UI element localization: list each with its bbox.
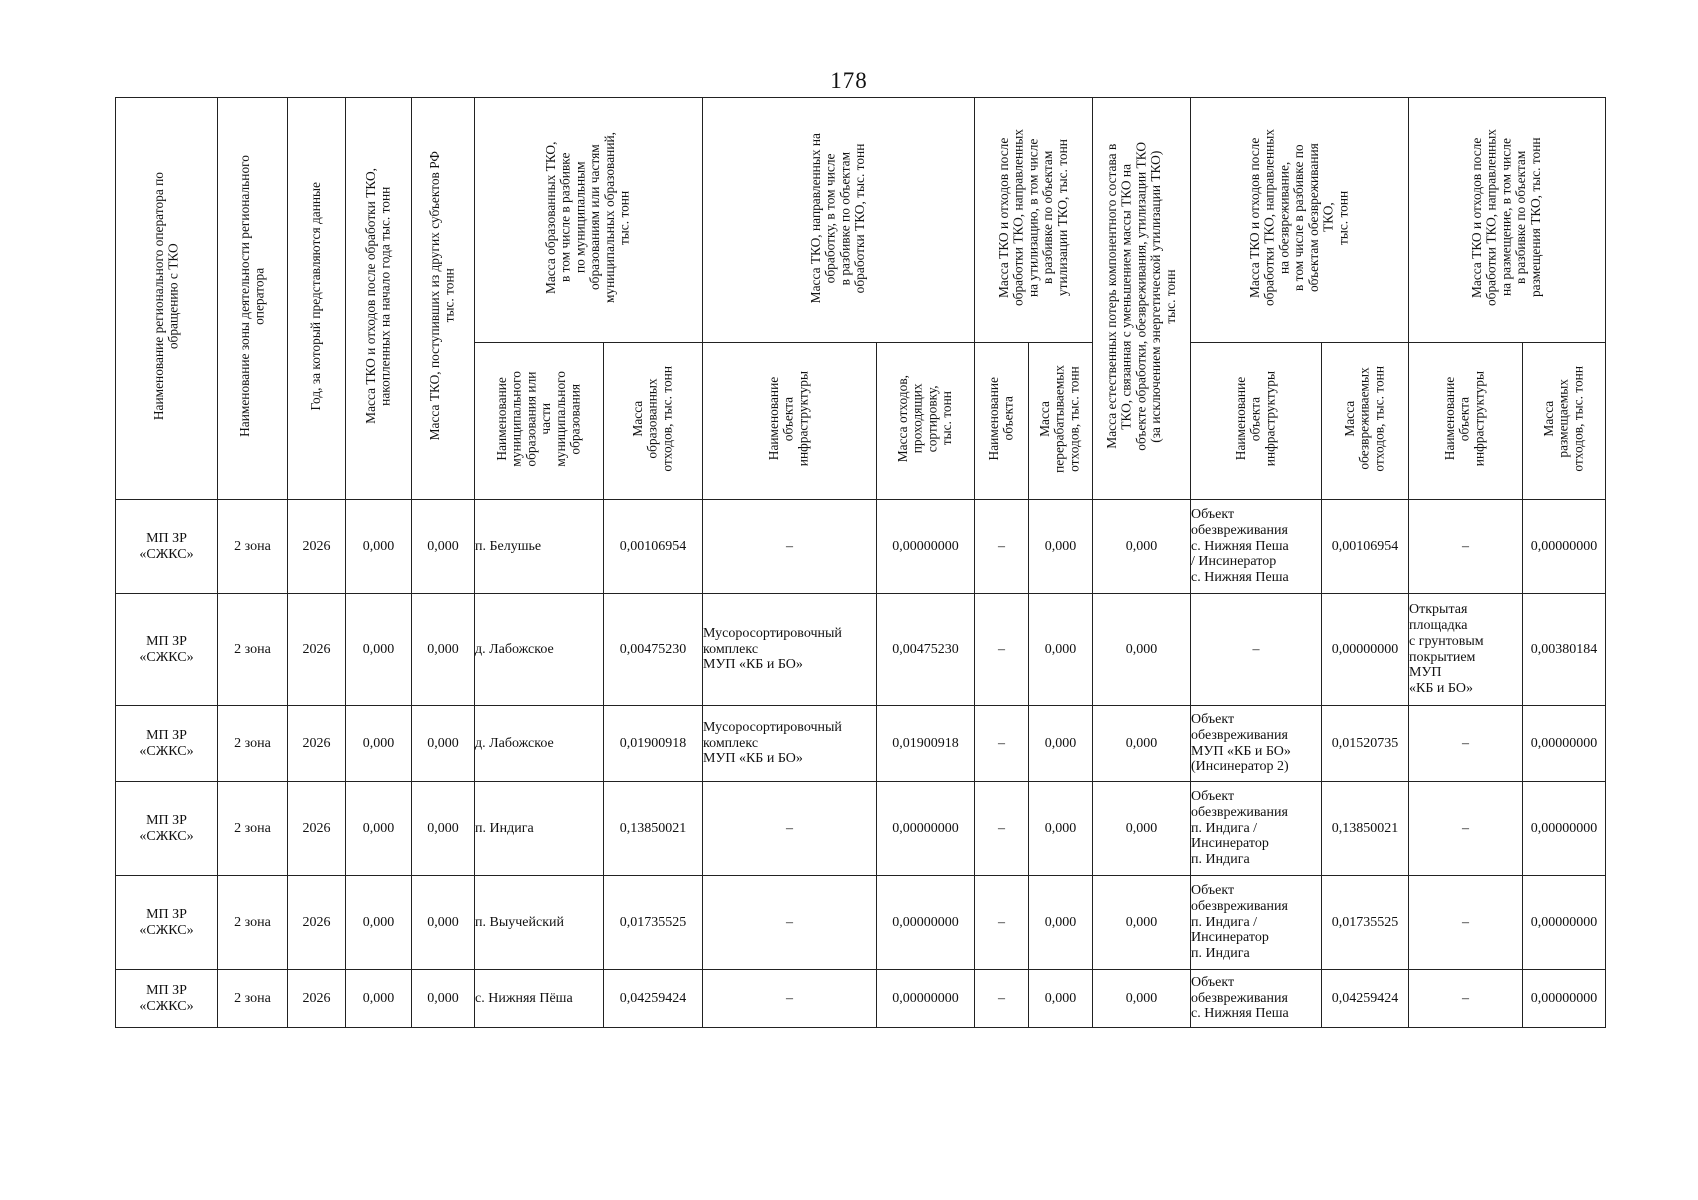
cell-placement-name: – <box>1409 706 1523 782</box>
cell-formed-mass: 0,04259424 <box>604 970 703 1028</box>
cell-neutral-name: Объект обезвреживания с. Нижняя Пеша <box>1191 970 1322 1028</box>
header-placement-name: Наименование объекта инфраструктуры <box>1409 343 1523 500</box>
cell-processing-mass: 0,00000000 <box>877 970 975 1028</box>
cell-zone: 2 зона <box>218 706 288 782</box>
header-placement-group: Масса ТКО и отходов после обработки ТКО, направленных на размещение, в том числе в разбивке по объектам размещения ТКО, тыс. тонн <box>1409 98 1606 343</box>
cell-mass-start: 0,000 <box>346 782 412 876</box>
table-row <box>116 782 1606 876</box>
cell-operator: МП ЗР «СЖКС» <box>116 706 218 782</box>
cell-operator: МП ЗР «СЖКС» <box>116 594 218 706</box>
table-row <box>116 500 1606 594</box>
cell-utilization-mass: 0,000 <box>1029 706 1093 782</box>
cell-operator: МП ЗР «СЖКС» <box>116 500 218 594</box>
header-mass-start: Масса ТКО и отходов после обработки ТКО, накопленных на начало года тыс. тонн <box>346 98 412 500</box>
cell-neutral-mass: 0,00106954 <box>1322 500 1409 594</box>
table-row <box>116 970 1606 1028</box>
cell-processing-name: – <box>703 500 877 594</box>
cell-year: 2026 <box>288 876 346 970</box>
cell-zone: 2 зона <box>218 970 288 1028</box>
cell-formed-mass: 0,00475230 <box>604 594 703 706</box>
cell-neutral-name: Объект обезвреживания п. Индига / Инсинератор п. Индига <box>1191 876 1322 970</box>
cell-year: 2026 <box>288 500 346 594</box>
cell-losses: 0,000 <box>1093 876 1191 970</box>
cell-neutral-name: Объект обезвреживания п. Индига / Инсинератор п. Индига <box>1191 782 1322 876</box>
cell-zone: 2 зона <box>218 876 288 970</box>
cell-formed-name: д. Лабожское <box>475 706 604 782</box>
cell-mass-in: 0,000 <box>412 970 475 1028</box>
header-processing-mass: Масса отходов, проходящих сортировку, тыс. тонн <box>877 343 975 500</box>
header-neutral-mass: Масса обезвреживаемых отходов, тыс. тонн <box>1322 343 1409 500</box>
cell-neutral-name: Объект обезвреживания с. Нижняя Пеша / Инсинератор с. Нижняя Пеша <box>1191 500 1322 594</box>
header-formed-name: Наименование муниципального образования или части муниципального образования <box>475 343 604 500</box>
cell-year: 2026 <box>288 594 346 706</box>
header-utilization-mass: Масса перерабатываемых отходов, тыс. тонн <box>1029 343 1093 500</box>
cell-processing-name: Мусоросортировочный комплекс МУП «КБ и БО» <box>703 706 877 782</box>
cell-placement-name: – <box>1409 782 1523 876</box>
page-number: 178 <box>830 68 868 93</box>
cell-formed-name: п. Выучейский <box>475 876 604 970</box>
cell-mass-in: 0,000 <box>412 876 475 970</box>
header-zone: Наименование зоны деятельности регионального оператора <box>218 98 288 500</box>
cell-operator: МП ЗР «СЖКС» <box>116 970 218 1028</box>
cell-neutral-name: Объект обезвреживания МУП «КБ и БО» (Инсинератор 2) <box>1191 706 1322 782</box>
cell-year: 2026 <box>288 706 346 782</box>
cell-neutral-mass: 0,01520735 <box>1322 706 1409 782</box>
waste-table <box>115 97 1606 1028</box>
header-processing-group: Масса ТКО, направленных на обработку, в том числе в разбивке по объектам обработки ТКО, тыс. тонн <box>703 98 975 343</box>
header-utilization-group: Масса ТКО и отходов после обработки ТКО, направленных на утилизацию, в том числе в разбивке по объектам утилизации ТКО, тыс. тонн <box>975 98 1093 343</box>
header-neutral-name: Наименование объекта инфраструктуры <box>1191 343 1322 500</box>
cell-neutral-mass: 0,13850021 <box>1322 782 1409 876</box>
cell-neutral-mass: 0,01735525 <box>1322 876 1409 970</box>
cell-neutral-name: – <box>1191 594 1322 706</box>
cell-placement-mass: 0,00000000 <box>1523 500 1606 594</box>
cell-utilization-name: – <box>975 970 1029 1028</box>
cell-utilization-mass: 0,000 <box>1029 876 1093 970</box>
header-placement-mass: Масса размещаемых отходов, тыс. тонн <box>1523 343 1606 500</box>
header-formed-group: Масса образованных ТКО, в том числе в разбивке по муниципальным образованиям или частям муниципальных образований, тыс. тонн <box>475 98 703 343</box>
cell-processing-mass: 0,00000000 <box>877 500 975 594</box>
cell-losses: 0,000 <box>1093 782 1191 876</box>
cell-utilization-mass: 0,000 <box>1029 782 1093 876</box>
cell-placement-mass: 0,00000000 <box>1523 782 1606 876</box>
cell-mass-start: 0,000 <box>346 500 412 594</box>
cell-mass-in: 0,000 <box>412 500 475 594</box>
header-year: Год, за который представляются данные <box>288 98 346 500</box>
table-row <box>116 706 1606 782</box>
cell-zone: 2 зона <box>218 782 288 876</box>
cell-losses: 0,000 <box>1093 500 1191 594</box>
cell-mass-in: 0,000 <box>412 782 475 876</box>
cell-operator: МП ЗР «СЖКС» <box>116 782 218 876</box>
cell-losses: 0,000 <box>1093 970 1191 1028</box>
cell-zone: 2 зона <box>218 594 288 706</box>
cell-utilization-name: – <box>975 706 1029 782</box>
cell-year: 2026 <box>288 782 346 876</box>
cell-neutral-mass: 0,04259424 <box>1322 970 1409 1028</box>
cell-mass-start: 0,000 <box>346 706 412 782</box>
cell-processing-mass: 0,00475230 <box>877 594 975 706</box>
cell-formed-mass: 0,01900918 <box>604 706 703 782</box>
cell-placement-name: – <box>1409 876 1523 970</box>
cell-utilization-name: – <box>975 782 1029 876</box>
cell-neutral-mass: 0,00000000 <box>1322 594 1409 706</box>
header-formed-mass: Масса образованных отходов, тыс. тонн <box>604 343 703 500</box>
cell-formed-name: п. Индига <box>475 782 604 876</box>
cell-mass-in: 0,000 <box>412 706 475 782</box>
cell-processing-name: – <box>703 876 877 970</box>
cell-placement-name: Открытая площадка с грунтовым покрытием МУП «КБ и БО» <box>1409 594 1523 706</box>
cell-placement-mass: 0,00000000 <box>1523 876 1606 970</box>
header-operator: Наименование регионального оператора по обращению с ТКО <box>116 98 218 500</box>
cell-placement-mass: 0,00000000 <box>1523 706 1606 782</box>
cell-utilization-mass: 0,000 <box>1029 594 1093 706</box>
cell-formed-name: с. Нижняя Пёша <box>475 970 604 1028</box>
header-processing-name: Наименование объекта инфраструктуры <box>703 343 877 500</box>
cell-mass-in: 0,000 <box>412 594 475 706</box>
cell-formed-mass: 0,01735525 <box>604 876 703 970</box>
cell-utilization-name: – <box>975 876 1029 970</box>
header-mass-in: Масса ТКО, поступивших из других субъектов РФ тыс. тонн <box>412 98 475 500</box>
cell-processing-name: – <box>703 970 877 1028</box>
header-utilization-name: Наименование объекта <box>975 343 1029 500</box>
cell-processing-mass: 0,00000000 <box>877 876 975 970</box>
table-row <box>116 876 1606 970</box>
header-losses: Масса естественных потерь компонентного состава в ТКО, связанная с уменьшением массы ТКО на объекте обработки, обезвреживания, утилизации ТКО (за исключением энергетической утилизации ТКО) тыс. тонн <box>1093 98 1191 500</box>
cell-losses: 0,000 <box>1093 706 1191 782</box>
cell-operator: МП ЗР «СЖКС» <box>116 876 218 970</box>
cell-placement-mass: 0,00000000 <box>1523 970 1606 1028</box>
cell-mass-start: 0,000 <box>346 594 412 706</box>
cell-utilization-name: – <box>975 594 1029 706</box>
cell-zone: 2 зона <box>218 500 288 594</box>
cell-processing-mass: 0,00000000 <box>877 782 975 876</box>
cell-placement-name: – <box>1409 500 1523 594</box>
cell-formed-name: д. Лабожское <box>475 594 604 706</box>
cell-mass-start: 0,000 <box>346 970 412 1028</box>
cell-utilization-name: – <box>975 500 1029 594</box>
cell-utilization-mass: 0,000 <box>1029 970 1093 1028</box>
cell-utilization-mass: 0,000 <box>1029 500 1093 594</box>
cell-losses: 0,000 <box>1093 594 1191 706</box>
cell-year: 2026 <box>288 970 346 1028</box>
cell-formed-mass: 0,00106954 <box>604 500 703 594</box>
cell-formed-mass: 0,13850021 <box>604 782 703 876</box>
cell-formed-name: п. Белушье <box>475 500 604 594</box>
table-row <box>116 594 1606 706</box>
cell-placement-name: – <box>1409 970 1523 1028</box>
cell-processing-name: – <box>703 782 877 876</box>
cell-processing-name: Мусоросортировочный комплекс МУП «КБ и БО» <box>703 594 877 706</box>
cell-processing-mass: 0,01900918 <box>877 706 975 782</box>
header-neutral-group: Масса ТКО и отходов после обработки ТКО, направленных на обезвреживание, в том числе в разбивке по объектам обезвреживания ТКО, тыс. тонн <box>1191 98 1409 343</box>
cell-placement-mass: 0,00380184 <box>1523 594 1606 706</box>
cell-mass-start: 0,000 <box>346 876 412 970</box>
